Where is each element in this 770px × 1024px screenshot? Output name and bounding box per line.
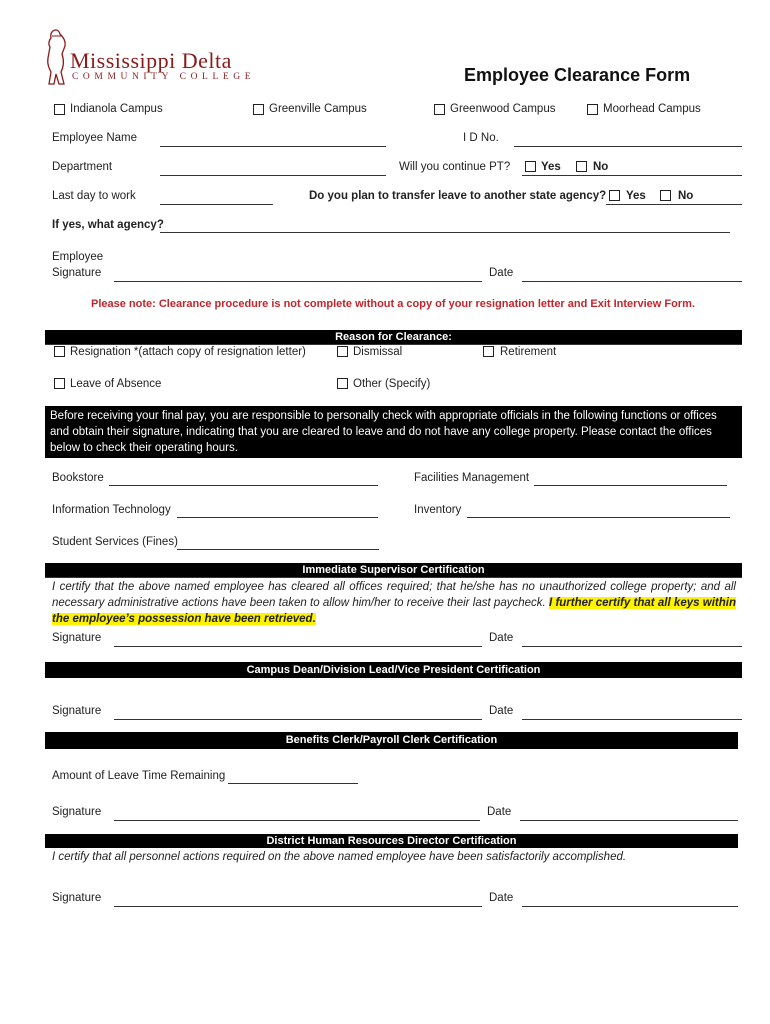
dean-date-label: Date [489,705,514,717]
supervisor-date-field[interactable] [522,646,742,647]
employee-date-label: Date [489,267,514,279]
inventory-field[interactable] [467,517,730,518]
reason-header-line [45,344,742,345]
transfer-no-checkbox[interactable] [660,190,671,201]
supervisor-text: I certify that the above named employee has cleared all offices required; that he/she has no unauthorized college property; and all necessary administrative actions have been taken to allow him/her to receive their last paycheck. [52,581,736,609]
benefits-signature-field[interactable] [114,820,480,821]
page-title: Employee Clearance Form [464,65,691,85]
supervisor-highlight: I further certify that all keys within the employee’s possession have been retrieved. [52,597,736,625]
department-label: Department [52,161,113,173]
facilities-label: Facilities Management [414,472,530,484]
supervisor-statement [52,579,736,627]
last-day-field[interactable] [160,204,273,205]
benefits-date-label: Date [487,806,512,818]
dean-header: Campus Dean/Division Lead/Vice President Certification [45,662,742,678]
inventory-label: Inventory [414,504,462,516]
campus-greenwood-label: Greenwood Campus [450,103,556,115]
instructions-box: Before receiving your final pay, you are responsible to personally check with appropriate officials in the following functions or offices and obtain their signature, indicating that you are cleared to leave and do not have any college property. Please contact the offices below to check their operating hours. [45,406,742,458]
benefits-date-field[interactable] [520,820,738,821]
employee-signature-field[interactable] [114,281,482,282]
reason-other-checkbox[interactable] [337,378,348,389]
leave-remaining-field[interactable] [228,783,358,784]
campus-indianola-label: Indianola Campus [70,103,163,115]
logo-name: Mississippi Delta [70,48,232,73]
reason-other-label: Other (Specify) [353,378,431,390]
dean-date-field[interactable] [522,719,742,720]
transfer-line [606,204,742,205]
transfer-no-label: No [678,190,694,202]
reason-leave-checkbox[interactable] [54,378,65,389]
what-agency-field[interactable] [160,232,730,233]
id-no-field[interactable] [514,146,742,147]
continue-pt-yes-checkbox[interactable] [525,161,536,172]
supervisor-header-line [45,577,742,578]
transfer-yes-label: Yes [626,190,646,202]
hr-signature-label: Signature [52,892,102,904]
last-day-label: Last day to work [52,190,136,202]
continue-pt-no-checkbox[interactable] [576,161,587,172]
student-services-field[interactable] [177,549,379,550]
reason-resignation-label: Resignation *(attach copy of resignation letter) [70,346,306,358]
supervisor-header: Immediate Supervisor Certification [45,563,742,577]
employee-signature-label: Signature [52,267,102,279]
continue-pt-label: Will you continue PT? [399,161,511,173]
campus-greenville-checkbox[interactable] [253,104,264,115]
hr-signature-field[interactable] [114,906,482,907]
continue-pt-line [522,175,742,176]
campus-indianola-checkbox[interactable] [54,104,65,115]
benefits-signature-label: Signature [52,806,102,818]
benefits-header: Benefits Clerk/Payroll Clerk Certification [45,732,738,749]
employee-date-field[interactable] [522,281,742,282]
reason-leave-label: Leave of Absence [70,378,162,390]
bookstore-label: Bookstore [52,472,104,484]
supervisor-signature-field[interactable] [114,646,482,647]
hr-header: District Human Resources Director Certification [45,834,738,848]
student-services-label: Student Services (Fines) [52,536,178,548]
reason-retirement-checkbox[interactable] [483,346,494,357]
supervisor-date-label: Date [489,632,514,644]
it-field[interactable] [177,517,378,518]
reason-resignation-checkbox[interactable] [54,346,65,357]
facilities-field[interactable] [534,485,727,486]
reason-retirement-label: Retirement [500,346,557,358]
reason-dismissal-label: Dismissal [353,346,403,358]
continue-pt-yes-label: Yes [541,161,561,173]
bookstore-field[interactable] [109,485,378,486]
campus-greenwood-checkbox[interactable] [434,104,445,115]
employee-label: Employee [52,251,104,263]
campus-greenville-label: Greenville Campus [269,103,367,115]
knight-logo-icon [42,28,72,86]
transfer-leave-label: Do you plan to transfer leave to another state agency? [309,190,607,202]
reason-header: Reason for Clearance: [45,330,742,345]
department-field[interactable] [160,175,386,176]
employee-name-field[interactable] [160,146,386,147]
leave-remaining-label: Amount of Leave Time Remaining [52,770,226,782]
hr-date-field[interactable] [522,906,738,907]
id-no-label: I D No. [463,132,499,144]
clearance-note: Please note: Clearance procedure is not complete without a copy of your resignation letter and Exit Interview Form. [91,298,695,310]
what-agency-label: If yes, what agency? [52,219,164,231]
employee-name-label: Employee Name [52,132,138,144]
reason-dismissal-checkbox[interactable] [337,346,348,357]
hr-date-label: Date [489,892,514,904]
logo-subtitle: COMMUNITY COLLEGE [72,72,256,82]
transfer-yes-checkbox[interactable] [609,190,620,201]
campus-moorhead-label: Moorhead Campus [603,103,701,115]
dean-signature-label: Signature [52,705,102,717]
hr-statement: I certify that all personnel actions required on the above named employee have been satisfactorily accomplished. [52,851,627,863]
dean-signature-field[interactable] [114,719,482,720]
continue-pt-no-label: No [593,161,609,173]
it-label: Information Technology [52,504,171,516]
supervisor-signature-label: Signature [52,632,102,644]
campus-moorhead-checkbox[interactable] [587,104,598,115]
